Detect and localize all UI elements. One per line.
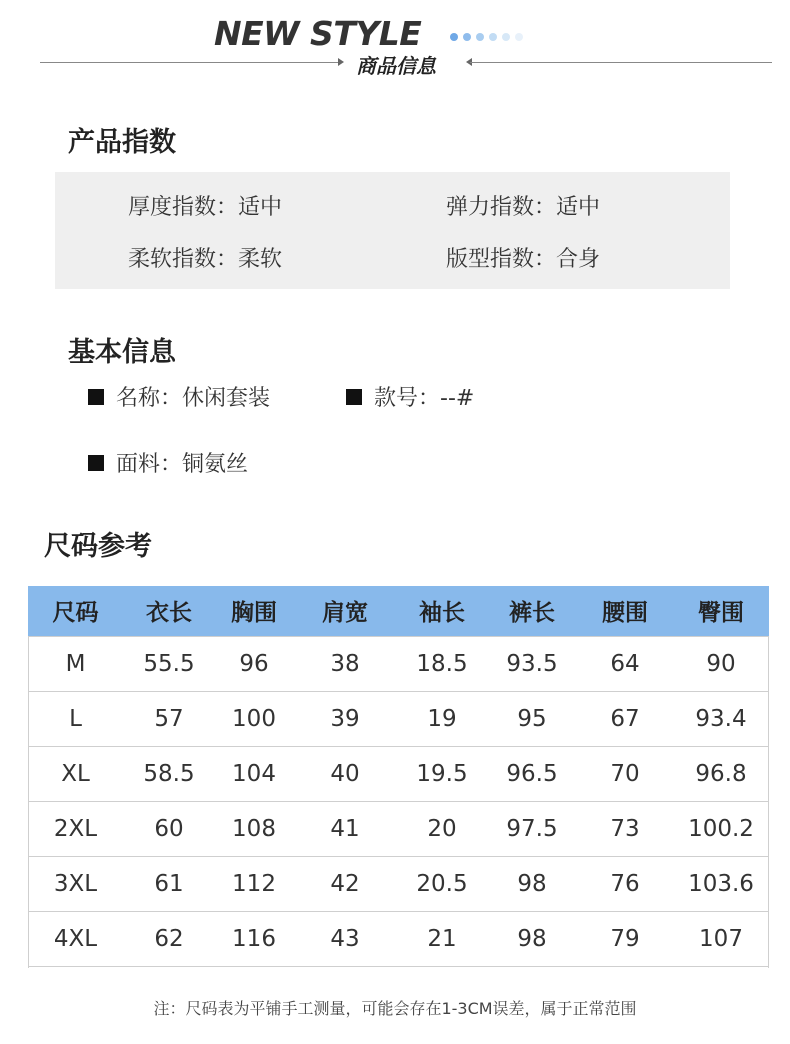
table-cell: 41 xyxy=(293,801,397,856)
table-cell: 98 xyxy=(487,911,577,966)
table-cell: 3XL xyxy=(28,856,123,911)
table-cell: 93.4 xyxy=(673,691,769,746)
col-header-hip: 臀围 xyxy=(673,586,769,636)
table-cell: 104 xyxy=(215,746,293,801)
table-cell: 40 xyxy=(293,746,397,801)
bullet-square-icon xyxy=(88,389,104,405)
table-header-row xyxy=(28,586,769,636)
col-header-size: 尺码 xyxy=(28,586,123,636)
col-header-pants-length: 裤长 xyxy=(487,586,577,636)
table-cell: XL xyxy=(28,746,123,801)
table-cell: 18.5 xyxy=(397,636,487,691)
page-header xyxy=(0,0,790,90)
table-cell: 64 xyxy=(577,636,673,691)
table-row xyxy=(28,746,769,801)
table-cell: 100.2 xyxy=(673,801,769,856)
col-header-length: 衣长 xyxy=(123,586,215,636)
info-style-no xyxy=(346,381,474,412)
size-ref-title: 尺码参考 xyxy=(44,531,152,562)
table-cell: 79 xyxy=(577,911,673,966)
table-cell: 58.5 xyxy=(123,746,215,801)
table-cell: 20 xyxy=(397,801,487,856)
table-cell: 67 xyxy=(577,691,673,746)
size-table xyxy=(28,586,769,967)
dot-icon xyxy=(476,33,484,41)
dot-icon xyxy=(450,33,458,41)
col-header-sleeve: 袖长 xyxy=(397,586,487,636)
table-cell: 57 xyxy=(123,691,215,746)
table-cell: 95 xyxy=(487,691,577,746)
dot-icon xyxy=(463,33,471,41)
product-index-panel xyxy=(55,172,730,289)
col-header-chest: 胸围 xyxy=(215,586,293,636)
table-cell: 116 xyxy=(215,911,293,966)
table-row xyxy=(28,911,769,966)
info-name-text: 名称：休闲套装 xyxy=(116,386,271,411)
table-cell: 70 xyxy=(577,746,673,801)
table-cell: 42 xyxy=(293,856,397,911)
table-cell: 55.5 xyxy=(123,636,215,691)
table-cell: 98 xyxy=(487,856,577,911)
table-row xyxy=(28,856,769,911)
table-cell: M xyxy=(28,636,123,691)
col-header-shoulder: 肩宽 xyxy=(293,586,397,636)
info-name xyxy=(88,381,270,412)
thickness-index: 厚度指数：适中 xyxy=(128,195,283,220)
table-cell: 38 xyxy=(293,636,397,691)
table-cell: 107 xyxy=(673,911,769,966)
table-cell: 96.5 xyxy=(487,746,577,801)
table-cell: 19.5 xyxy=(397,746,487,801)
info-style-no-text: 款号：--# xyxy=(374,386,475,411)
table-cell: 96 xyxy=(215,636,293,691)
table-cell: 73 xyxy=(577,801,673,856)
table-cell: 108 xyxy=(215,801,293,856)
table-cell: 112 xyxy=(215,856,293,911)
dot-icon xyxy=(502,33,510,41)
table-cell: 39 xyxy=(293,691,397,746)
table-cell: 90 xyxy=(673,636,769,691)
brand-title: NEW STYLE xyxy=(214,14,422,53)
table-cell: 62 xyxy=(123,911,215,966)
softness-index: 柔软指数：柔软 xyxy=(128,247,283,272)
info-fabric-text: 面料：铜氨丝 xyxy=(116,452,249,477)
table-cell: 100 xyxy=(215,691,293,746)
table-cell: L xyxy=(28,691,123,746)
bullet-square-icon xyxy=(346,389,362,405)
col-header-waist: 腰围 xyxy=(577,586,673,636)
table-row xyxy=(28,801,769,856)
elasticity-index: 弹力指数：适中 xyxy=(446,195,601,220)
table-cell: 4XL xyxy=(28,911,123,966)
table-cell: 103.6 xyxy=(673,856,769,911)
section-subtitle: 商品信息 xyxy=(356,54,436,78)
divider-left xyxy=(40,62,340,63)
product-index-title: 产品指数 xyxy=(68,127,176,158)
table-cell: 93.5 xyxy=(487,636,577,691)
fit-index: 版型指数：合身 xyxy=(446,247,601,272)
decorative-dots xyxy=(450,33,523,41)
table-cell: 60 xyxy=(123,801,215,856)
table-cell: 2XL xyxy=(28,801,123,856)
table-cell: 21 xyxy=(397,911,487,966)
basic-info-title: 基本信息 xyxy=(68,337,176,368)
divider-right xyxy=(470,62,772,63)
bullet-square-icon xyxy=(88,455,104,471)
table-row xyxy=(28,691,769,746)
dot-icon xyxy=(515,33,523,41)
size-note: 注：尺码表为平铺手工测量，可能会存在1-3CM误差，属于正常范围 xyxy=(153,999,637,1018)
table-cell: 19 xyxy=(397,691,487,746)
table-cell: 61 xyxy=(123,856,215,911)
dot-icon xyxy=(489,33,497,41)
table-cell: 20.5 xyxy=(397,856,487,911)
table-cell: 76 xyxy=(577,856,673,911)
table-cell: 96.8 xyxy=(673,746,769,801)
info-fabric xyxy=(88,447,248,478)
table-row xyxy=(28,636,769,691)
table-cell: 97.5 xyxy=(487,801,577,856)
arrow-right-icon xyxy=(338,58,344,66)
table-cell: 43 xyxy=(293,911,397,966)
